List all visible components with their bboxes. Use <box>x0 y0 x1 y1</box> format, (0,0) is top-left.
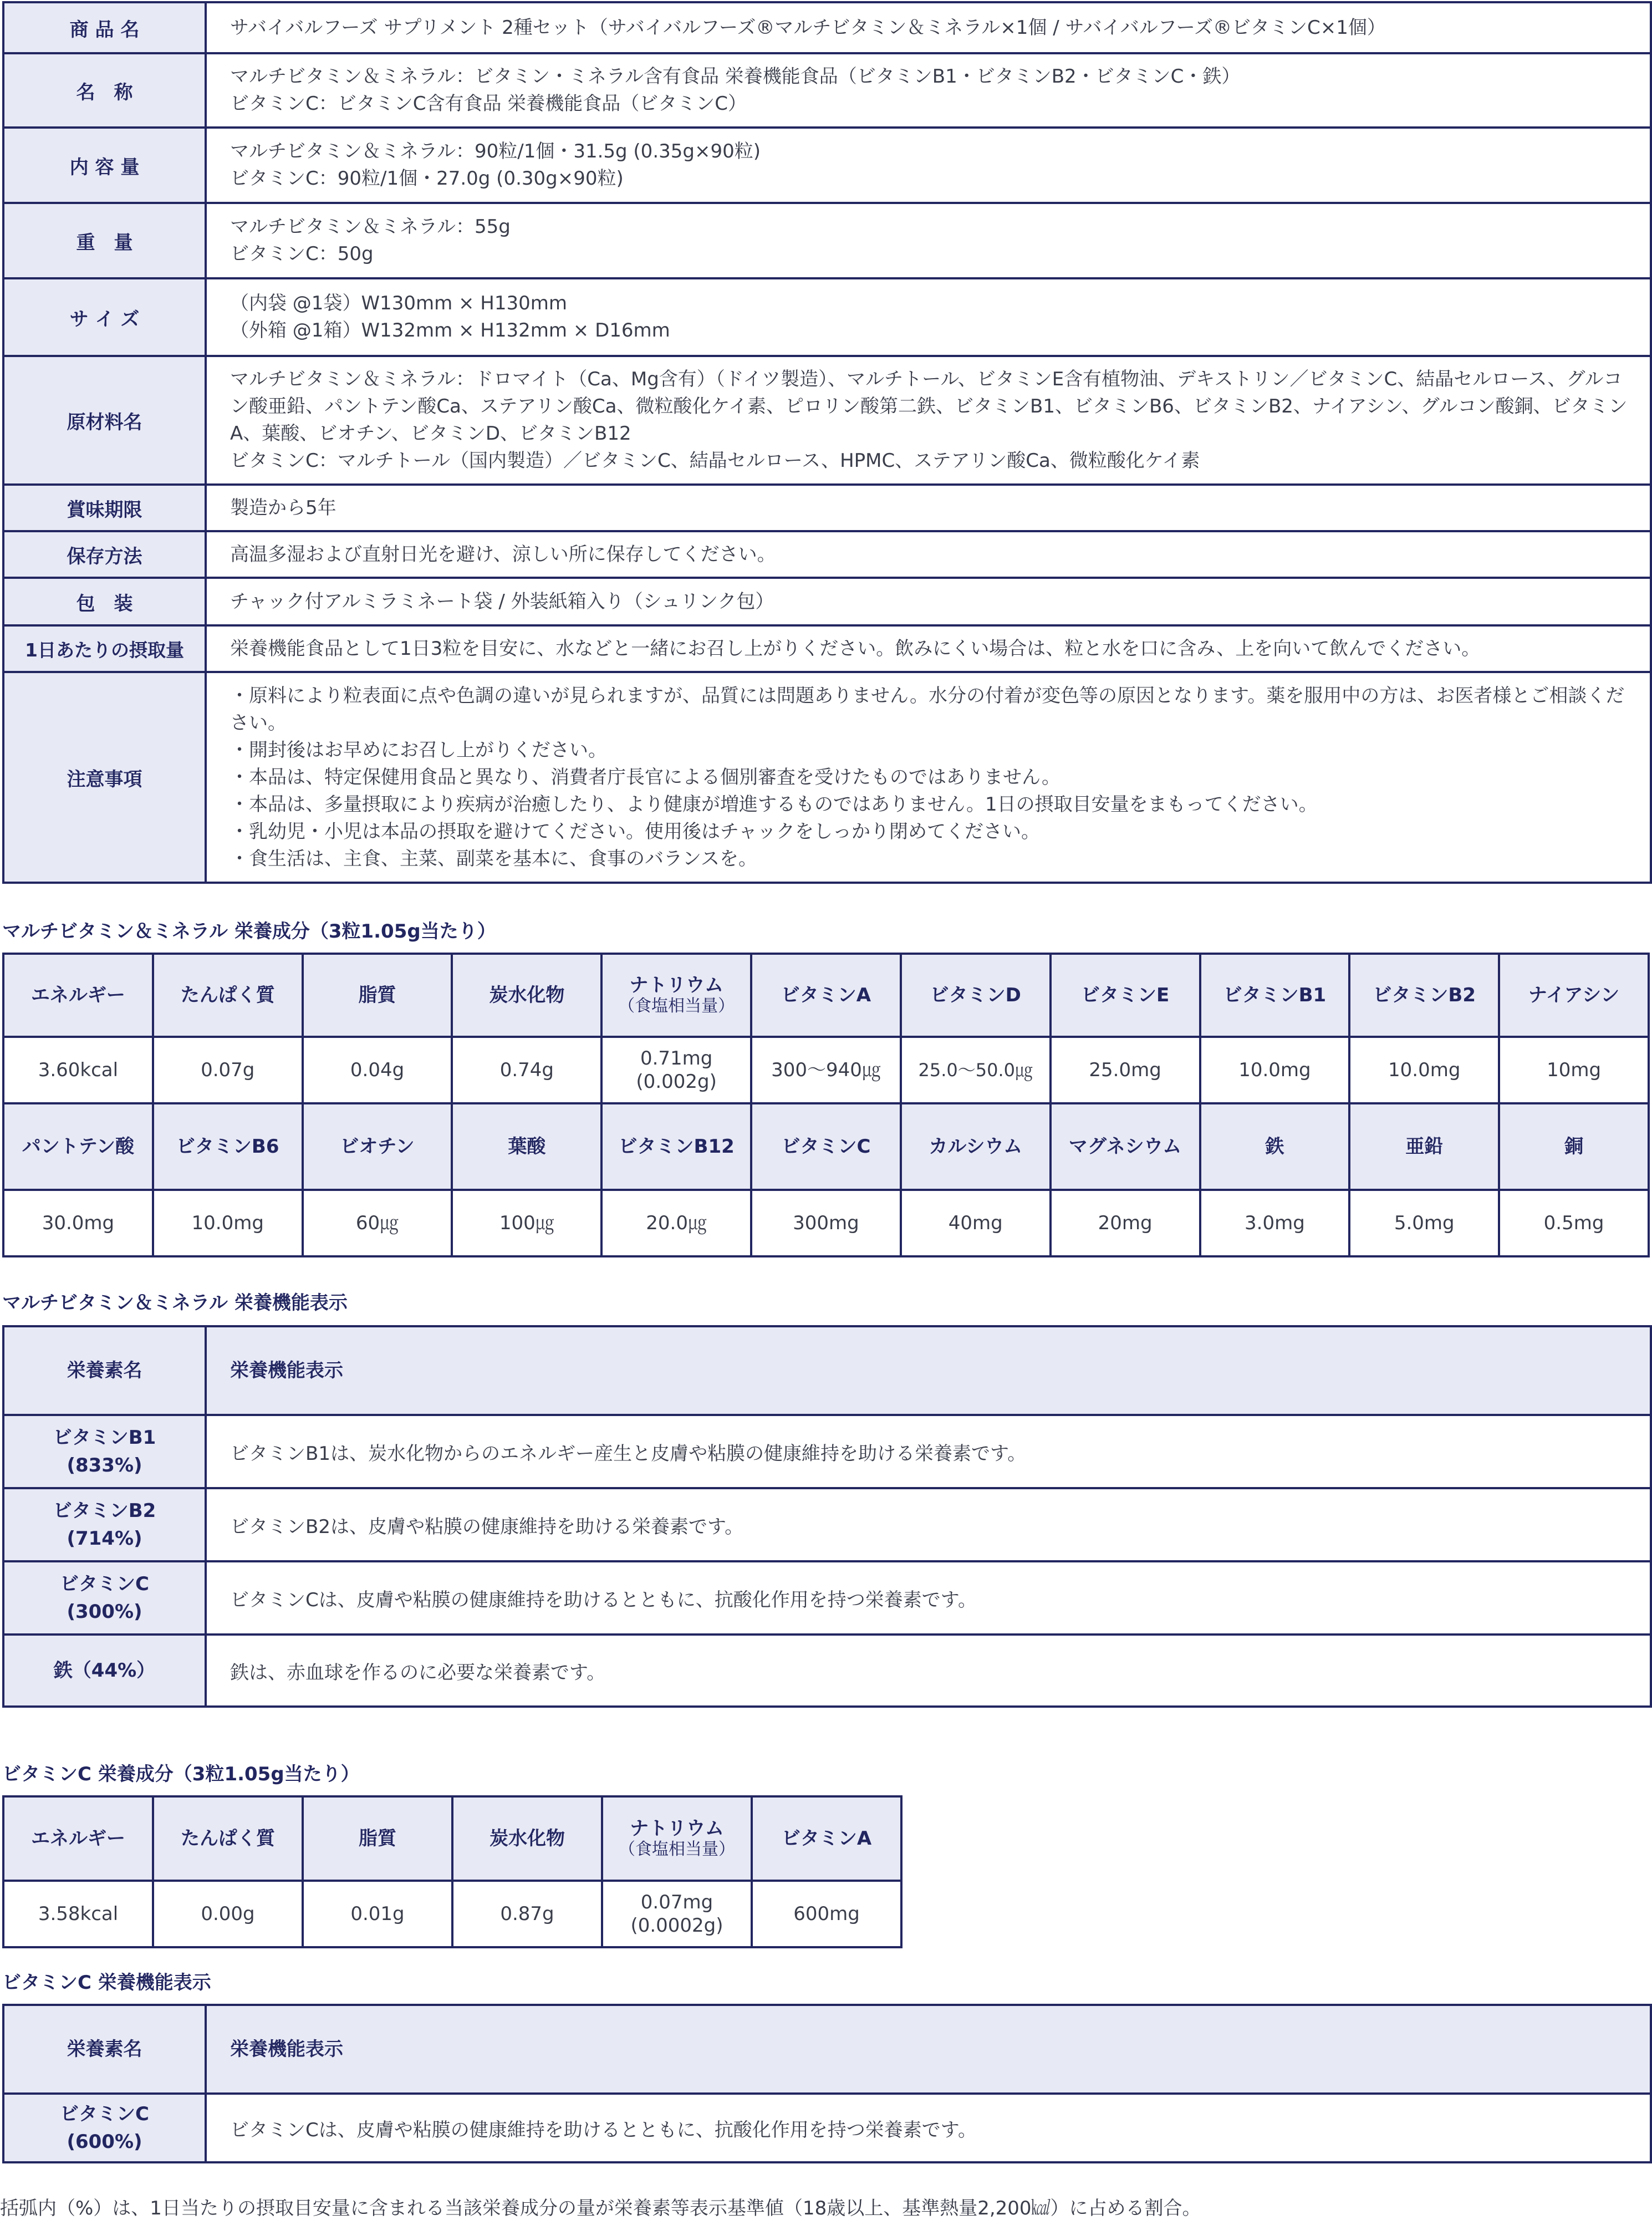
multi-function-table <box>2 1325 1652 1708</box>
label-size: サ イ ズ <box>3 278 206 356</box>
footnote: 括弧内（%）は、1日当たりの摂取目安量に含まれる当該栄養成分の量が栄養素等表示基準値（18歳以上、基準熱量2,200㎉）に占める割合。 <box>0 2197 1201 2219</box>
nutrient-value: 0.00g <box>153 1881 303 1947</box>
nutrient-name: エネルギー <box>3 1796 153 1881</box>
nutrient-name: ビタミンD <box>901 954 1051 1037</box>
function-header-row <box>3 1326 1651 1415</box>
label-precautions: 注意事項 <box>3 672 206 883</box>
value-daily-intake: 栄養機能食品として1日3粒を目安に、水などと一緒にお召し上がりください。飲みにくい場合は、粒と水を口に含み、上を向いて飲んでください。 <box>206 625 1651 672</box>
function-row <box>3 1561 1651 1635</box>
row-ingredients <box>3 356 1651 485</box>
value-best-before: 製造から5年 <box>206 485 1651 531</box>
nutrient-name-row <box>3 1796 901 1881</box>
nutrient-value: 300mg <box>751 1190 901 1256</box>
function-nutrient: ビタミンB1 (833%) <box>3 1415 206 1488</box>
function-nutrient: ビタミンB2 (714%) <box>3 1488 206 1561</box>
nutrient-value: 0.01g <box>303 1881 452 1947</box>
value-storage: 高温多湿および直射日光を避け、涼しい所に保存してください。 <box>206 531 1651 578</box>
value-weight: マルチビタミン＆ミネラル：55g ビタミンC：50g <box>206 203 1651 278</box>
label-product-name: 商 品 名 <box>3 2 206 53</box>
nutrient-name: たんぱく質 <box>153 954 303 1037</box>
vitc-nutrition-table <box>2 1795 903 1948</box>
nutrient-name: パントテン酸 <box>3 1103 153 1190</box>
nutrient-name: ビタミンE <box>1051 954 1200 1037</box>
nutrient-value: 20mg <box>1051 1190 1200 1256</box>
function-row <box>3 1635 1651 1707</box>
label-ingredients: 原材料名 <box>3 356 206 485</box>
nutrient-name: ビオチン <box>303 1103 452 1190</box>
nutrient-name: ビタミンA <box>752 1796 901 1881</box>
col-nutrient-name: 栄養素名 <box>3 1326 206 1415</box>
label-packaging: 包 装 <box>3 578 206 625</box>
nutrient-name: ビタミンB2 <box>1349 954 1499 1037</box>
nutrient-name: ビタミンC <box>751 1103 901 1190</box>
value-precautions: ・原料により粒表面に点や色調の違いが見られますが、品質には問題ありません。水分の付着が変色等の原因となります。薬を服用中の方は、お医者様とご相談ください。 ・開封後はお早めにお召し上がりください。 ・本品は、特定保健用食品と異なり、消費者庁長官による個別審査を受けたものではありません。 ・本品は、多量摂取により疾病が治癒したり、より健康が増進するものではありません。1日の摂取目安量をまもってください。 ・乳幼児・小児は本品の摂取を避けてください。使用後はチャックをしっかり閉めてください。 ・食生活は、主食、主菜、副菜を基本に、食事のバランスを。 <box>206 672 1651 883</box>
nutrient-value: 25.0〜50.0㎍ <box>901 1037 1051 1103</box>
label-daily-intake: 1日あたりの摂取量 <box>3 625 206 672</box>
nutrient-value: 10.0mg <box>1349 1037 1499 1103</box>
function-nutrient: 鉄（44%） <box>3 1635 206 1707</box>
row-name <box>3 53 1651 128</box>
nutrient-name: ビタミンB6 <box>153 1103 303 1190</box>
value-name: マルチビタミン＆ミネラル：ビタミン・ミネラル含有食品 栄養機能食品（ビタミンB1・ビタミンB2・ビタミンC・鉄） ビタミンC：ビタミンC含有食品 栄養機能食品（ビタミンC） <box>206 53 1651 128</box>
nutrient-name: カルシウム <box>901 1103 1051 1190</box>
function-nutrient: ビタミンC (300%) <box>3 1561 206 1635</box>
multi-nutrition-title: マルチビタミン＆ミネラル 栄養成分（3粒1.05g当たり） <box>2 920 496 943</box>
function-description: ビタミンB1は、炭水化物からのエネルギー産生と皮膚や粘膜の健康維持を助ける栄養素です。 <box>206 1415 1651 1488</box>
nutrient-value: 0.04g <box>303 1037 452 1103</box>
nutrient-name: 脂質 <box>303 954 452 1037</box>
label-best-before: 賞味期限 <box>3 485 206 531</box>
label-storage: 保存方法 <box>3 531 206 578</box>
nutrient-name: 葉酸 <box>452 1103 601 1190</box>
nutrient-value: 10.0mg <box>153 1190 303 1256</box>
nutrient-value: 20.0㎍ <box>601 1190 751 1256</box>
nutrient-value-row <box>3 1190 1649 1256</box>
nutrient-value: 10.0mg <box>1200 1037 1350 1103</box>
nutrient-name: 銅 <box>1499 1103 1649 1190</box>
nutrient-name: ビタミンB12 <box>601 1103 751 1190</box>
vitc-function-title: ビタミンC 栄養機能表示 <box>2 1972 211 1994</box>
nutrient-name: たんぱく質 <box>153 1796 303 1881</box>
value-ingredients: マルチビタミン＆ミネラル：ドロマイト（Ca、Mg含有）（ドイツ製造）、マルチトール、ビタミンE含有植物油、デキストリン／ビタミンC、結晶セルロース、グルコン酸亜鉛、パントテン酸Ca、ステアリン酸Ca、微粒酸化ケイ素、ピロリン酸第二鉄、ビタミンB1、ビタミンB6、ビタミンB2、ナイアシン、グルコン酸銅、ビタミンA、葉酸、ビオチン、ビタミンD、ビタミンB12 ビタミンC：マルチトール（国内製造）／ビタミンC、結晶セルロース、HPMC、ステアリン酸Ca、微粒酸化ケイ素 <box>206 356 1651 485</box>
nutrient-name: 亜鉛 <box>1349 1103 1499 1190</box>
function-row <box>3 2094 1651 2162</box>
value-packaging: チャック付アルミラミネート袋 / 外装紙箱入り（シュリンク包） <box>206 578 1651 625</box>
nutrient-value: 600mg <box>752 1881 901 1947</box>
nutrient-value: 5.0mg <box>1349 1190 1499 1256</box>
row-product-name <box>3 2 1651 53</box>
row-size <box>3 278 1651 356</box>
value-content-amount: マルチビタミン＆ミネラル：90粒/1個・31.5g (0.35g×90粒) ビタミンC：90粒/1個・27.0g (0.30g×90粒) <box>206 128 1651 203</box>
nutrient-name: マグネシウム <box>1051 1103 1200 1190</box>
value-product-name: サバイバルフーズ サプリメント 2種セット（サバイバルフーズ®マルチビタミン＆ミネラル×1個 / サバイバルフーズ®ビタミンC×1個） <box>206 2 1651 53</box>
row-storage <box>3 531 1651 578</box>
function-description: ビタミンB2は、皮膚や粘膜の健康維持を助ける栄養素です。 <box>206 1488 1651 1561</box>
label-weight: 重 量 <box>3 203 206 278</box>
value-size: （内袋 @1袋）W130mm × H130mm （外箱 @1箱）W132mm × H132mm × D16mm <box>206 278 1651 356</box>
nutrient-value: 3.58kcal <box>3 1881 153 1947</box>
nutrient-value-row <box>3 1881 901 1947</box>
row-weight <box>3 203 1651 278</box>
nutrient-value: 10mg <box>1499 1037 1649 1103</box>
nutrient-value: 0.07g <box>153 1037 303 1103</box>
row-precautions <box>3 672 1651 883</box>
nutrient-value: 25.0mg <box>1051 1037 1200 1103</box>
function-description: ビタミンCは、皮膚や粘膜の健康維持を助けるとともに、抗酸化作用を持つ栄養素です。 <box>206 1561 1651 1635</box>
nutrient-name: ナトリウム （食塩相当量） <box>602 1796 752 1881</box>
row-daily-intake <box>3 625 1651 672</box>
nutrient-name: 脂質 <box>303 1796 452 1881</box>
nutrient-value: 30.0mg <box>3 1190 153 1256</box>
label-name: 名 称 <box>3 53 206 128</box>
nutrient-name-row <box>3 954 1649 1037</box>
nutrient-name: ビタミンB1 <box>1200 954 1350 1037</box>
function-row <box>3 1415 1651 1488</box>
nutrient-value: 0.74g <box>452 1037 601 1103</box>
row-best-before <box>3 485 1651 531</box>
nutrient-name: ビタミンA <box>751 954 901 1037</box>
row-packaging <box>3 578 1651 625</box>
row-content-amount <box>3 128 1651 203</box>
nutrient-value: 0.87g <box>452 1881 602 1947</box>
col-nutrient-name: 栄養素名 <box>3 2005 206 2094</box>
nutrient-value: 300〜940㎍ <box>751 1037 901 1103</box>
nutrient-value-row <box>3 1037 1649 1103</box>
nutrient-value: 60㎍ <box>303 1190 452 1256</box>
nutrient-name: 鉄 <box>1200 1103 1350 1190</box>
nutrient-name: エネルギー <box>3 954 153 1037</box>
nutrient-value: 0.5mg <box>1499 1190 1649 1256</box>
col-function-display: 栄養機能表示 <box>206 1326 1651 1415</box>
nutrient-value: 100㎍ <box>452 1190 601 1256</box>
col-function-display: 栄養機能表示 <box>206 2005 1651 2094</box>
product-info-table <box>2 1 1652 884</box>
nutrient-value: 3.0mg <box>1200 1190 1350 1256</box>
nutrient-name: 炭水化物 <box>452 954 601 1037</box>
multi-nutrition-table <box>2 953 1650 1257</box>
function-description: ビタミンCは、皮膚や粘膜の健康維持を助けるとともに、抗酸化作用を持つ栄養素です。 <box>206 2094 1651 2162</box>
nutrient-name: ナトリウム （食塩相当量） <box>601 954 751 1037</box>
nutrient-name-row <box>3 1103 1649 1190</box>
nutrient-value: 3.60kcal <box>3 1037 153 1103</box>
label-content-amount: 内 容 量 <box>3 128 206 203</box>
function-nutrient: ビタミンC (600%) <box>3 2094 206 2162</box>
nutrient-value: 40mg <box>901 1190 1051 1256</box>
nutrient-name: ナイアシン <box>1499 954 1649 1037</box>
function-description: 鉄は、赤血球を作るのに必要な栄養素です。 <box>206 1635 1651 1707</box>
function-row <box>3 1488 1651 1561</box>
nutrient-name: 炭水化物 <box>452 1796 602 1881</box>
vitc-function-table <box>2 2004 1652 2163</box>
function-header-row <box>3 2005 1651 2094</box>
nutrient-value: 0.71mg (0.002g) <box>601 1037 751 1103</box>
vitc-nutrition-title: ビタミンC 栄養成分（3粒1.05g当たり） <box>2 1763 360 1785</box>
multi-function-title: マルチビタミン＆ミネラル 栄養機能表示 <box>2 1292 348 1314</box>
nutrient-value: 0.07mg (0.0002g) <box>602 1881 752 1947</box>
